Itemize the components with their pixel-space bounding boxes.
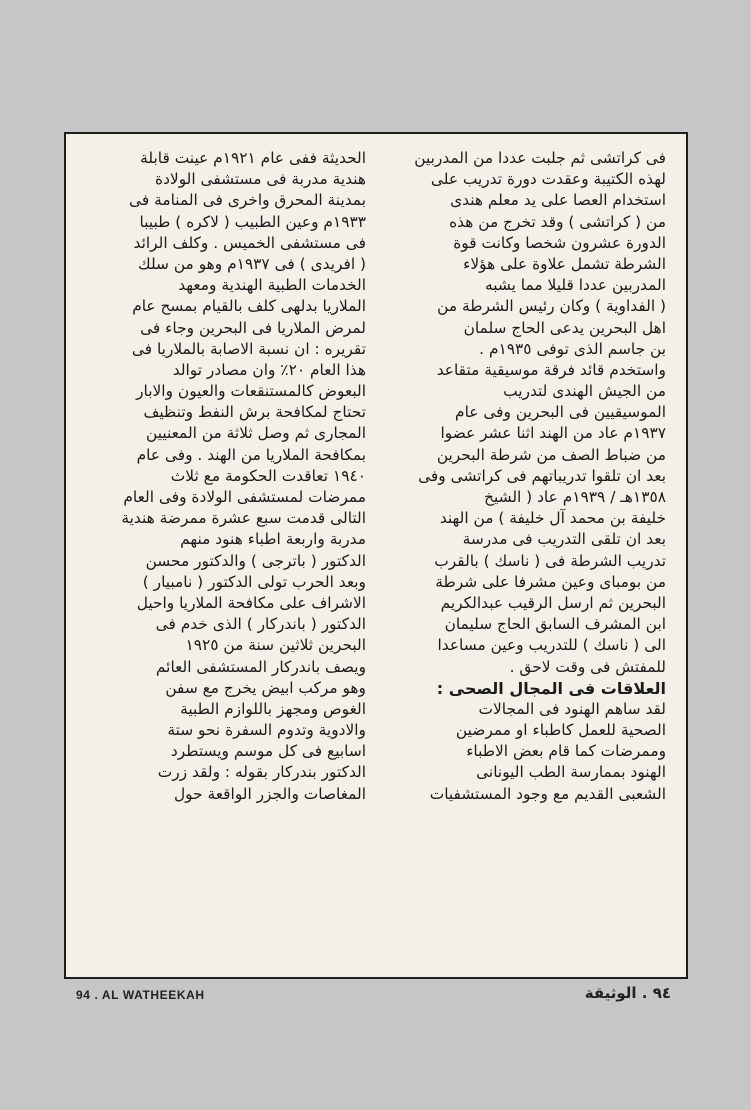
text-line: المدربين عددا قليلا مما يشبه [485,276,666,295]
text-line: تدريب الشرطة فى ( ناسك ) بالقرب [434,551,666,570]
text-line: والادوية وتدوم السفرة نحو ستة [167,721,366,740]
text-line: للمفتش فى وقت لاحق . [509,657,666,676]
text-line: البحرين ثم ارسل الرقيب عبدالكريم [440,593,666,612]
text-line: الهنود بممارسة الطب اليونانى [476,763,666,782]
text-line: ١٩٣٧م عاد من الهند اثنا عشر عضوا [440,424,666,443]
text-line: ابن المشرف السابق الحاج سليمان [444,615,666,634]
text-line: من ( كراتشى ) وقد تخرج من هذه [449,212,666,231]
text-line: تحتاج لمكافحة برش النفط وتنظيف [143,403,366,422]
text-line: لمرض الملاريا فى البحرين وجاء فى [140,318,366,337]
page-frame [64,132,688,979]
text-line: اسابيع فى كل موسم ويستطرد [170,742,366,761]
text-line: لقد ساهم الهنود فى المجالات [478,699,666,718]
text-line: الصحية للعمل كاطباء او ممرضين [455,721,666,740]
text-line: مدربة واربعة اطباء هنود منهم [180,530,366,549]
text-line: استخدام العصا على يد معلم هندى [450,191,666,210]
text-line: التالى قدمت سبع عشرة ممرضة هندية [121,509,366,528]
text-line: الدكتور ( باندركار ) الذى خدم فى [155,615,366,634]
text-line: واستخدم قائد فرقة موسيقية متقاعد [436,360,666,379]
text-line: تقريره : ان نسبة الاصابة بالملاريا فى [131,339,366,358]
text-line: من ضباط الصف من شرطة البحرين [436,445,666,464]
text-line: خليفة بن محمد آل خليفة ) من الهند [439,509,666,528]
text-line: بن جاسم الذى توفى ١٩٣٥م . [479,339,666,358]
text-line: بمكافحة الملاريا من الهند . وفى عام [136,445,366,464]
text-line: من بومباى وعين مشرفا على شرطة [435,572,666,591]
right-column [390,148,666,805]
text-line: الغوص ومجهز باللوازم الطبية [180,699,366,718]
text-line: الشرطة تشمل علاوة على هؤلاء [463,254,666,273]
footer-page-label-latin: 94 . AL WATHEEKAH [76,988,205,1002]
text-line: بعد ان تلقى التدريب فى مدرسة [462,530,666,549]
text-line: من الجيش الهندى لتدريب [503,382,666,401]
footer-page-label-arabic: ٩٤ . الوثيقة [584,984,671,1002]
text-line: لهذه الكتيبة وعقدت دورة تدريب على [430,170,666,189]
text-line: فى مستشفى الخميس . وكلف الرائد [133,233,366,252]
text-line: ( الفداوية ) وكان رئيس الشرطة من [437,297,666,316]
text-line: وممرضات كما قام بعض الاطباء [466,742,666,761]
text-line: وبعد الحرب تولى الدكتور ( نامبيار ) [142,572,366,591]
text-line: ويصف باندركار المستشفى العائم [155,657,366,676]
text-line: ( افريدى ) فى ١٩٣٧م وهو من سلك [137,254,366,273]
text-line: البحرين ثلاثين سنة من ١٩٢٥ [185,636,366,655]
text-line: بمدينة المحرق واخرى فى المنامة فى [129,191,366,210]
text-line: ١٩٤٠ تعاقدت الحكومة مع ثلاث [170,466,366,485]
text-line: الدكتور بندركار بقوله : ولقد زرت [157,763,366,782]
text-line: ممرضات لمستشفى الولادة وفى العام [123,488,366,506]
text-line: هندية مدربة فى مستشفى الولادة [155,170,366,189]
text-line: ١٣٥٨هـ / ١٩٣٩م عاد ( الشيخ [484,488,666,506]
section-heading: العلاقات فى المجال الصحى : [436,678,666,698]
text-line: الموسيقيين فى البحرين وفى عام [455,403,666,422]
text-line: وهو مركب ابيض يخرج مع سفن [165,678,366,697]
text-line: البعوض كالمستنقعات والعيون والابار [136,382,366,401]
text-line: ١٩٣٣م وعين الطبيب ( لاكره ) طبيبا [139,212,366,231]
left-column [90,148,366,805]
text-line: الدكتور ( باترجى ) والدكتور محسن [145,551,366,570]
text-line: الدورة عشرون شخصا وكانت قوة [453,233,666,252]
text-line: الاشراف على مكافحة الملاريا واحيل [136,593,366,612]
text-line: الملاريا بدلهى كلف بالقيام بمسح عام [132,297,366,316]
text-line: بعد ان تلقوا تدريباتهم فى كراتشى وفى [418,466,666,485]
text-line: هذا العام ٢٠٪ وان مصادر توالد [172,360,366,379]
text-line: اهل البحرين يدعى الحاج سلمان [463,318,666,337]
text-line: الخدمات الطبية الهندية ومعهد [178,276,366,295]
text-line: الى ( ناسك ) للتدريب وعين مساعدا [437,636,666,655]
text-line: المجارى ثم وصل ثلاثة من المعنيين [145,424,366,443]
text-line: الحديثة ففى عام ١٩٢١م عينت قابلة [140,149,366,167]
text-line: فى كراتشى ثم جلبت عددا من المدربين [414,149,666,167]
text-line: الشعبى القديم مع وجود المستشفيات [429,784,666,803]
text-line: المغاصات والجزر الواقعة حول [173,784,366,803]
